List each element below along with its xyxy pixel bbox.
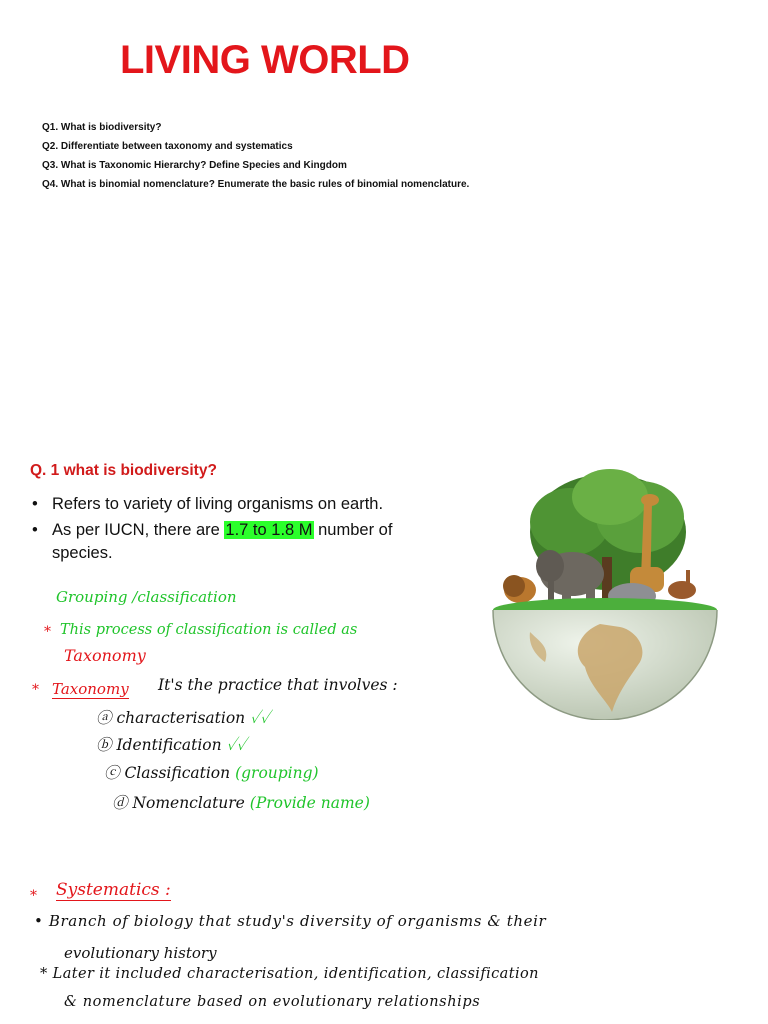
check-icon: ✓✓ bbox=[226, 736, 247, 754]
note-taxonomy-label: Taxonomy bbox=[52, 680, 129, 698]
note-systematics-line2: evolutionary history bbox=[64, 944, 217, 962]
note-item-d: ⓓ Nomenclature (Provide name) bbox=[112, 794, 370, 812]
note-systematics-heading: Systematics : bbox=[56, 880, 171, 900]
note-taxonomy-definition: It's the practice that involves : bbox=[158, 676, 398, 694]
biodiversity-globe-illustration bbox=[490, 462, 720, 720]
question-list bbox=[42, 118, 469, 194]
note-systematics-line4: & nomenclature based on evolutionary relationships bbox=[64, 994, 481, 1010]
page-title: LIVING WORLD bbox=[120, 38, 410, 82]
question-item: Q4. What is binomial nomenclature? Enumerate the basic rules of binomial nomenclature. bbox=[42, 179, 470, 190]
bullet-item: • As per IUCN, there are 1.7 to 1.8 M number of species. bbox=[32, 521, 393, 562]
bullet-list bbox=[30, 493, 450, 568]
question-item: Q2. Differentiate between taxonomy and systematics bbox=[42, 141, 293, 152]
note-item-a: ⓐ characterisation ✓✓ bbox=[96, 709, 271, 727]
note-item-c: ⓒ Classification (grouping) bbox=[104, 764, 319, 782]
note-process: This process of classification is called as bbox=[60, 622, 358, 638]
note-grouping: Grouping /classification bbox=[56, 588, 237, 606]
question-item: Q1. What is biodiversity? bbox=[42, 122, 162, 133]
note-star: * bbox=[44, 624, 51, 640]
bullet-item: • Refers to variety of living organisms on earth. bbox=[32, 495, 384, 513]
note-taxonomy-word: Taxonomy bbox=[64, 646, 146, 665]
highlighted-figure: 1.7 to 1.8 M bbox=[225, 521, 313, 539]
note-systematics-line1: • Branch of biology that study's diversity of organisms & their bbox=[34, 912, 547, 930]
check-icon: ✓✓ bbox=[250, 709, 271, 727]
bullet-text: Refers to variety of living organisms on earth. bbox=[52, 495, 384, 513]
note-star: * bbox=[32, 682, 39, 698]
bullet-text-pre: As per IUCN, there are bbox=[52, 521, 225, 539]
note-star: * bbox=[30, 888, 37, 904]
bullet-text-post: number of species. bbox=[52, 521, 393, 562]
note-systematics-line3: * Later it included characterisation, identification, classification bbox=[40, 966, 539, 982]
note-item-b: ⓑ Identification ✓✓ bbox=[96, 736, 247, 754]
section-heading: Q. 1 what is biodiversity? bbox=[30, 462, 217, 479]
question-item: Q3. What is Taxonomic Hierarchy? Define Species and Kingdom bbox=[42, 160, 347, 171]
